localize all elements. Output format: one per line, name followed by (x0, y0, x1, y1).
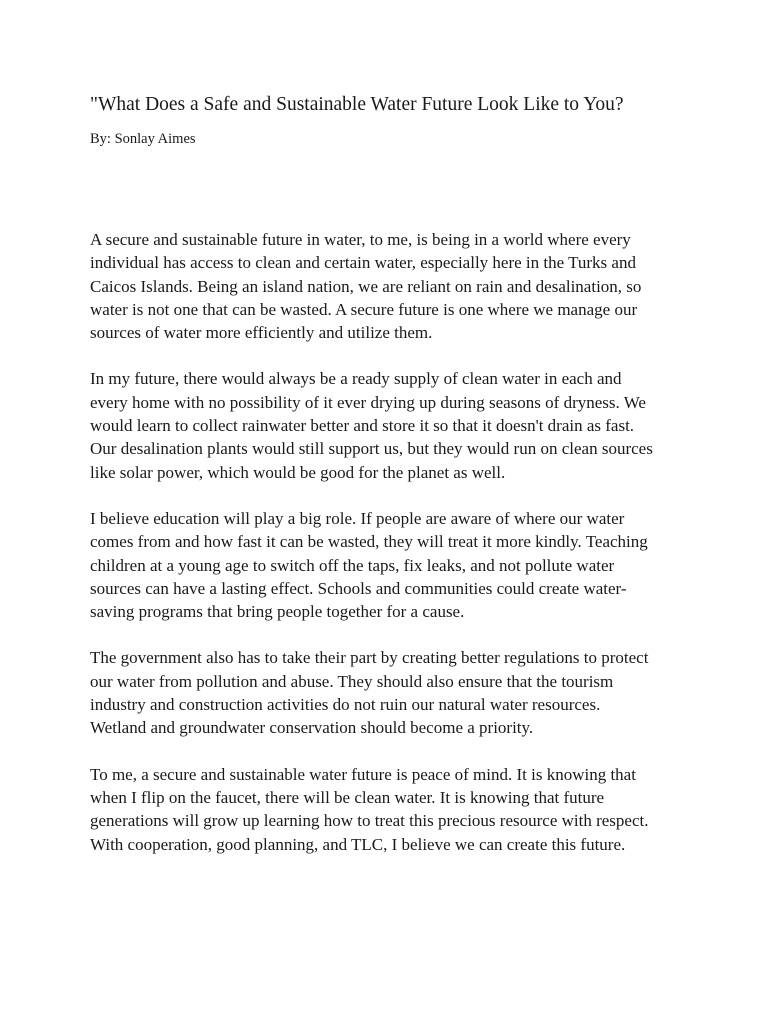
text-line: would learn to collect rainwater better and store it so that it doesn't drain as fast. (90, 416, 635, 436)
text-line: saving programs that bring people together for a cause. (90, 602, 465, 622)
essay-body (90, 228, 690, 879)
text-line: our water from pollution and abuse. They should also ensure that the tourism (90, 671, 614, 691)
text-line: children at a young age to switch off the taps, fix leaks, and not pollute water (90, 555, 615, 575)
text-line: individual has access to clean and certain water, especially here in the Turks and (90, 253, 636, 273)
text-line: like solar power, which would be good for the planet as well. (90, 462, 506, 482)
text-line: A secure and sustainable future in water, to me, is being in a world where every (90, 230, 631, 249)
text-line: With cooperation, good planning, and TLC, I believe we can create this future. (90, 834, 626, 854)
text-line: The government also has to take their part by creating better regulations to protect (90, 648, 649, 668)
paragraph-1 (90, 228, 690, 344)
text-line: industry and construction activities do not ruin our natural water resources. (90, 695, 601, 715)
author-byline: By: Sonlay Aimes (90, 131, 196, 147)
text-line: sources of water more efficiently and utilize them. (90, 323, 433, 343)
text-line: comes from and how fast it can be wasted, they will treat it more kindly. Teaching (90, 532, 648, 552)
text-line: I believe education will play a big role. If people are aware of where our water (90, 508, 625, 528)
text-line: Wetland and groundwater conservation should become a priority. (90, 718, 534, 738)
paragraph-5 (90, 763, 690, 856)
text-line: when I flip on the faucet, there will be clean water. It is knowing that future (90, 787, 605, 807)
paragraph-2 (90, 367, 690, 483)
text-line: Our desalination plants would still support us, but they would run on clean sources (90, 439, 653, 459)
document-title: "What Does a Safe and Sustainable Water Future Look Like to You? (90, 94, 624, 115)
text-line: generations will grow up learning how to treat this precious resource with respect. (90, 811, 649, 831)
text-line: To me, a secure and sustainable water future is peace of mind. It is knowing that (90, 764, 636, 784)
text-line: water is not one that can be wasted. A secure future is one where we manage our (90, 299, 638, 319)
text-line: In my future, there would always be a ready supply of clean water in each and (90, 369, 622, 389)
paragraph-4 (90, 646, 690, 739)
paragraph-3 (90, 507, 690, 623)
text-line: Caicos Islands. Being an island nation, we are reliant on rain and desalination, so (90, 276, 642, 296)
text-line: sources can have a lasting effect. Schools and communities could create water- (90, 578, 627, 598)
text-line: every home with no possibility of it ever drying up during seasons of dryness. We (90, 392, 646, 412)
